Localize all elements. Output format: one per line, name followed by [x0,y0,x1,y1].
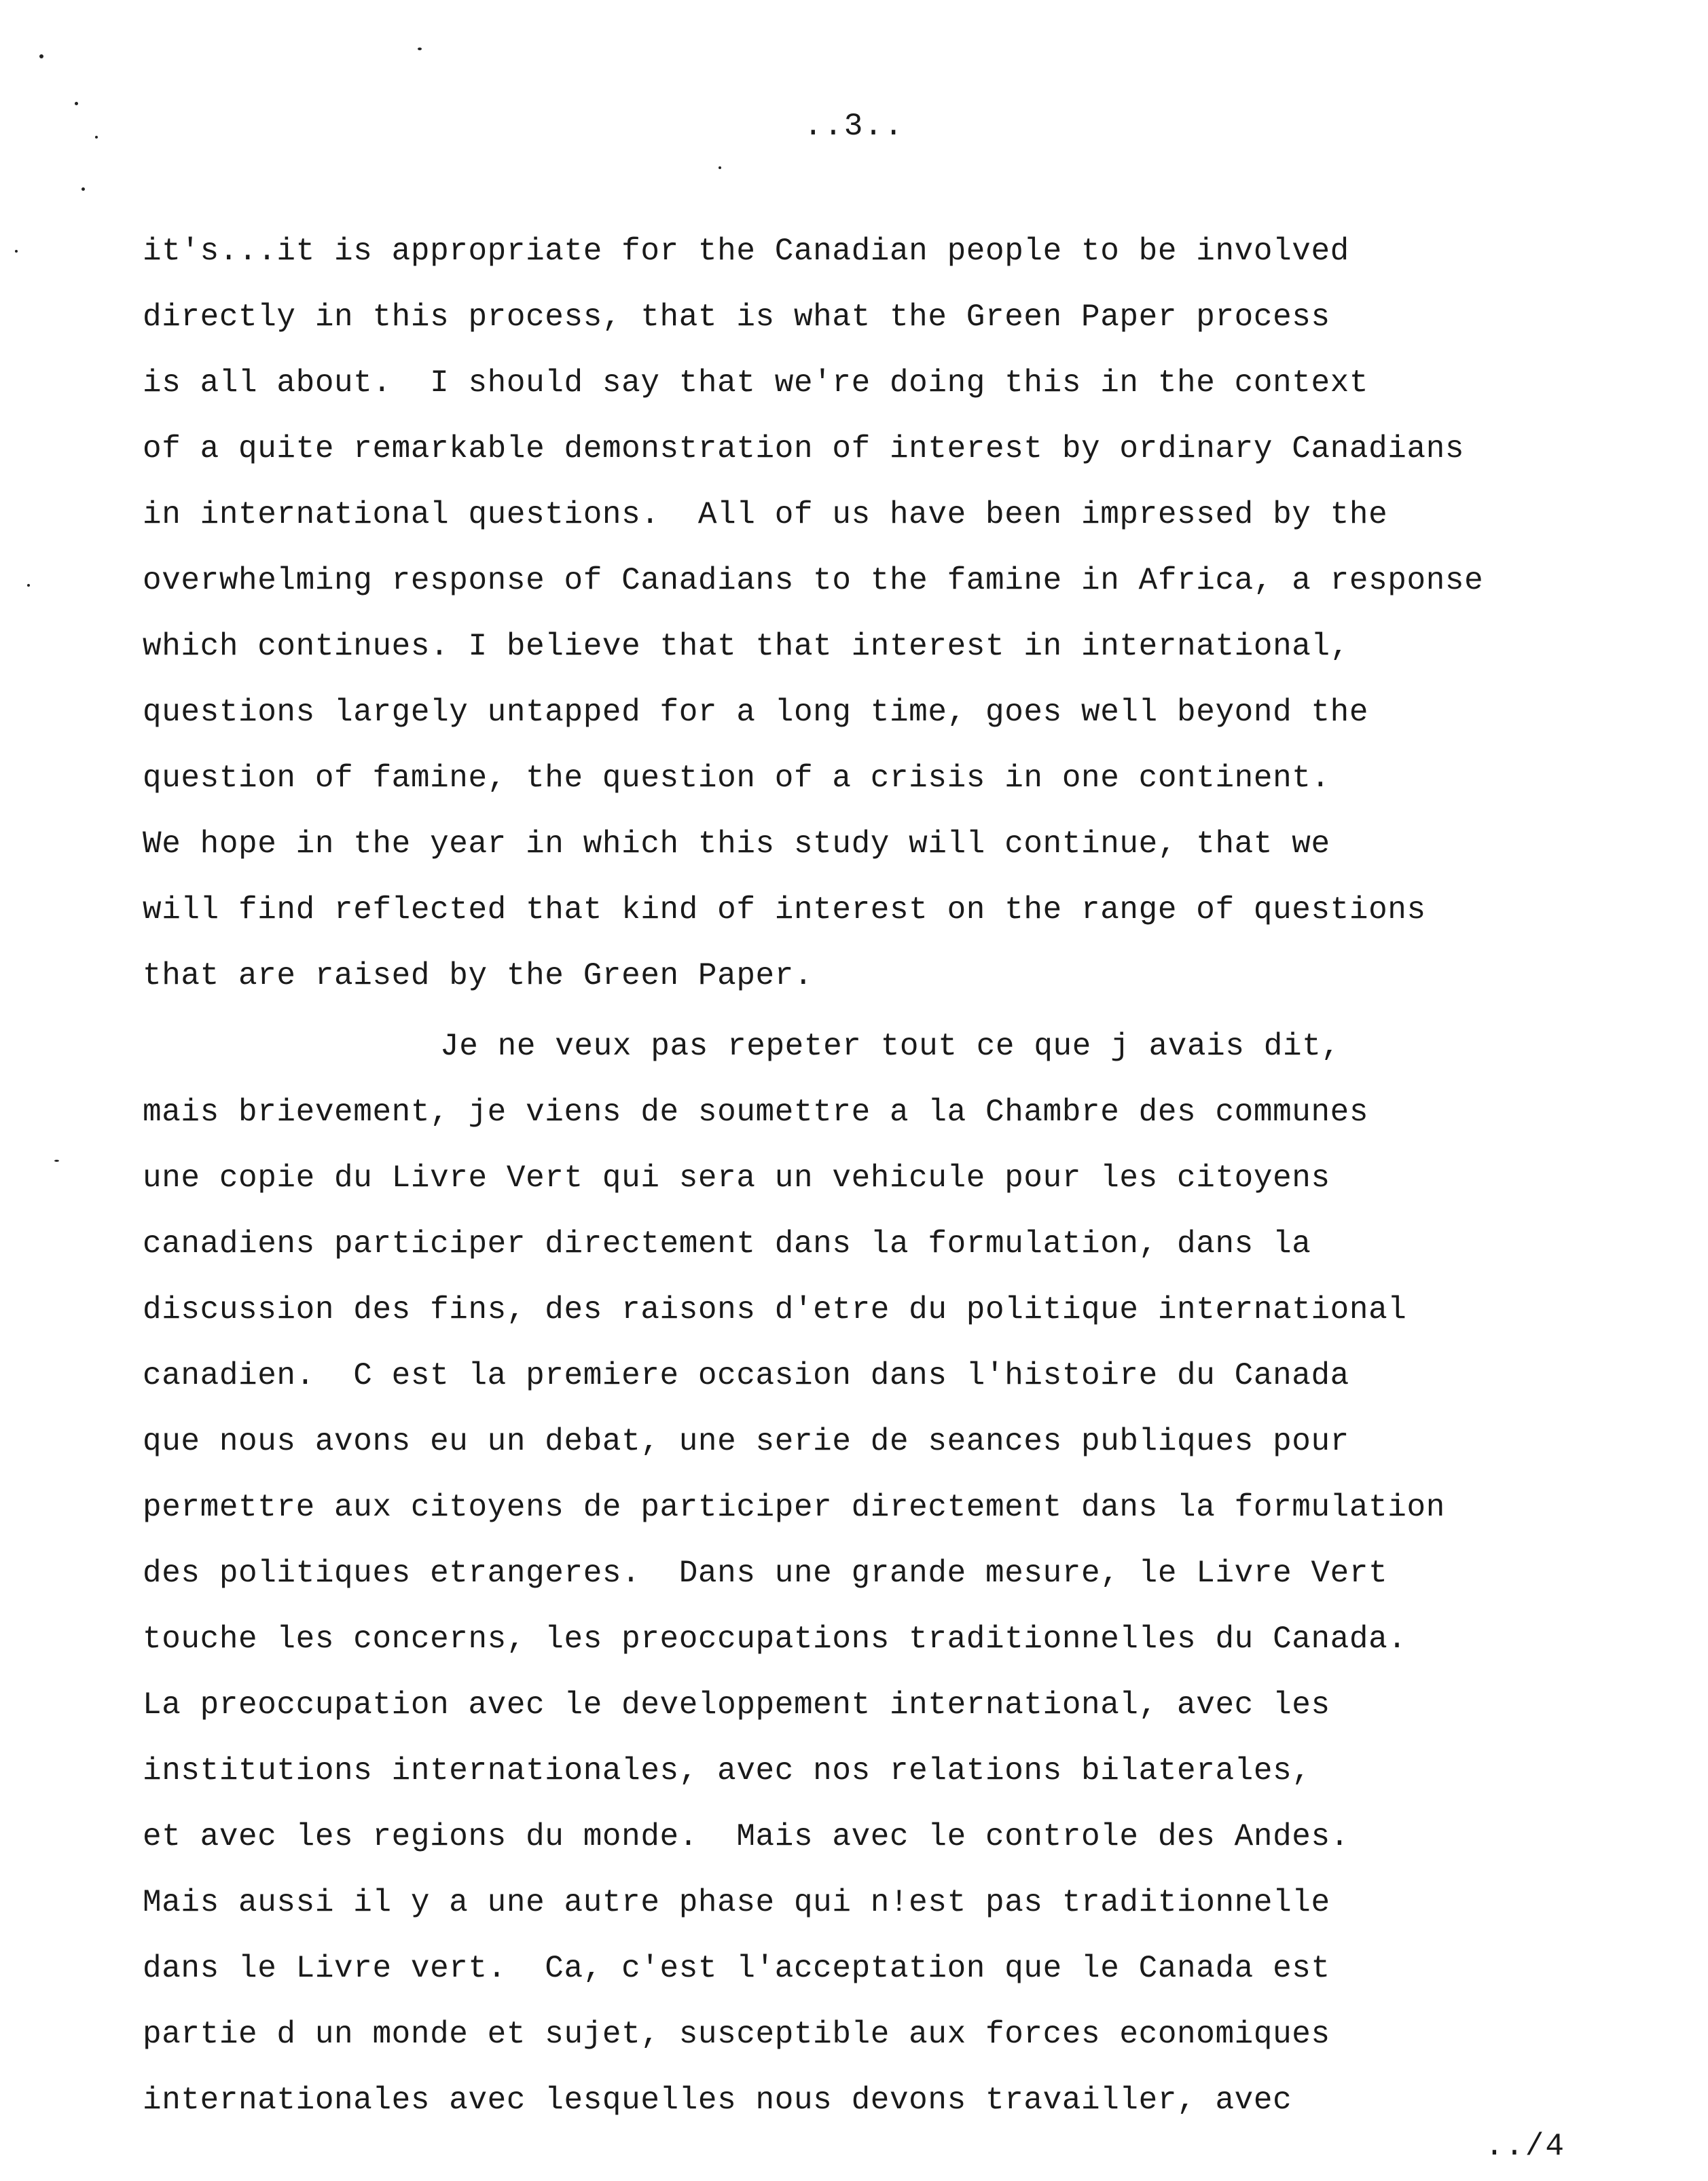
scan-speck [719,166,721,169]
text-line: discussion des fins, des raisons d'etre du politique international [143,1292,1407,1327]
text-line: overwhelming response of Canadians to the famine in Africa, a response [143,563,1484,598]
text-line: is all about. I should say that we're doing this in the context [143,365,1369,401]
text-line: question of famine, the question of a crisis in one continent. [143,760,1330,796]
text-line: mais brievement, je viens de soumettre a la Chambre des communes [143,1095,1369,1130]
text-line: Mais aussi il y a une autre phase qui n!est pas traditionnelle [143,1885,1330,1920]
text-line: dans le Livre vert. Ca, c'est l'acceptation que le Canada est [143,1951,1330,1986]
text-line: une copie du Livre Vert qui sera un vehicule pour les citoyens [143,1160,1330,1196]
text-line: questions largely untapped for a long time, goes well beyond the [143,695,1369,730]
text-line: et avec les regions du monde. Mais avec le controle des Andes. [143,1819,1349,1854]
scan-speck [418,48,422,50]
text-line: canadiens participer directement dans la formulation, dans la [143,1226,1311,1262]
text-line: partie d un monde et sujet, susceptible aux forces economiques [143,2017,1330,2052]
text-line: que nous avons eu un debat, une serie de seances publiques pour [143,1424,1349,1459]
scan-speck [39,54,43,58]
text-line: of a quite remarkable demonstration of interest by ordinary Canadians [143,431,1465,466]
text-line: institutions internationales, avec nos relations bilaterales, [143,1753,1311,1789]
text-line: permettre aux citoyens de participer directement dans la formulation [143,1490,1445,1525]
text-line: Je ne veux pas repeter tout ce que j avais dit, [440,1029,1341,1064]
text-line: canadien. C est la premiere occasion dans l'histoire du Canada [143,1358,1349,1393]
text-line: in international questions. All of us have been impressed by the [143,497,1388,532]
text-line: it's...it is appropriate for the Canadian people to be involved [143,234,1349,269]
scan-speck [54,1160,59,1162]
text-line: which continues. I believe that that interest in international, [143,629,1349,664]
text-line: touche les concerns, les preoccupations traditionnelles du Canada. [143,1621,1407,1657]
english-paragraph [143,219,1603,1009]
text-line: We hope in the year in which this study will continue, that we [143,826,1330,862]
text-line: that are raised by the Green Paper. [143,958,814,993]
text-line: internationales avec lesquelles nous devons travailler, avec [143,2083,1292,2118]
text-line: will find reflected that kind of interest on the range of questions [143,892,1426,928]
text-line: La preoccupation avec le developpement international, avec les [143,1687,1330,1723]
scan-speck [81,187,85,191]
text-line: directly in this process, that is what the Green Paper process [143,299,1330,335]
continuation-marker: ../4 [1485,2129,1565,2164]
page-number: ..3.. [803,109,905,144]
scan-speck [75,102,78,105]
french-paragraph [143,1014,1603,2133]
scan-speck [27,584,30,587]
text-line: des politiques etrangeres. Dans une grande mesure, le Livre Vert [143,1556,1388,1591]
scan-speck [15,250,18,253]
